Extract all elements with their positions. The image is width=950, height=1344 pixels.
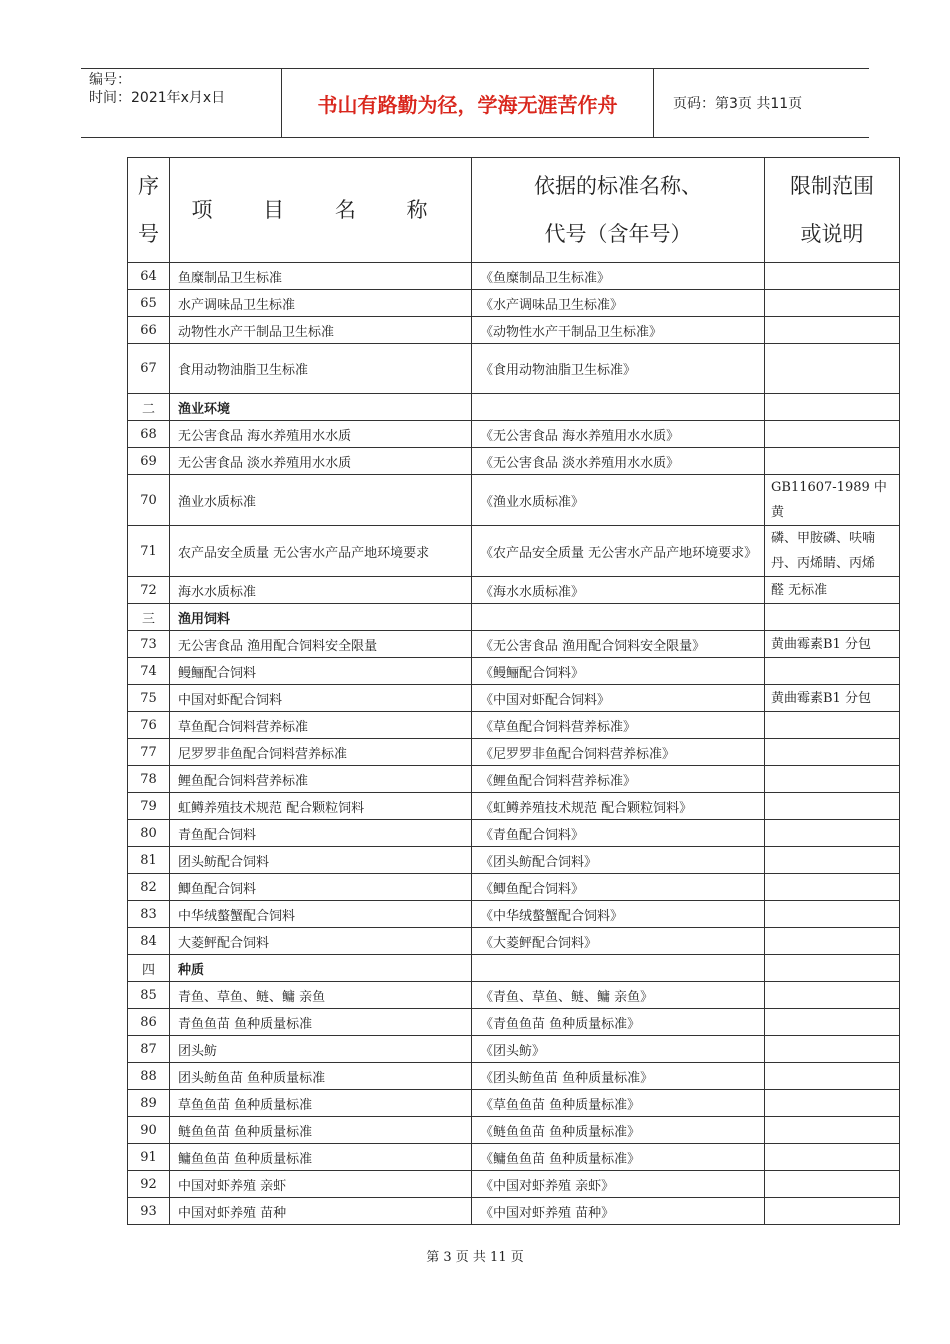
table-row bbox=[128, 421, 900, 448]
cell-standard-basis: 《农产品安全质量 无公害水产品产地环境要求》 bbox=[472, 526, 765, 577]
cell-item-name: 团头鲂鱼苗 鱼种质量标准 bbox=[170, 1063, 472, 1090]
cell-number: 72 bbox=[128, 577, 170, 604]
table-row bbox=[128, 1144, 900, 1171]
standards-table bbox=[127, 157, 900, 1225]
cell-limit-note bbox=[765, 1117, 900, 1144]
cell-limit-note: 磷、甲胺磷、呋喃丹、丙烯睛、丙烯 bbox=[765, 526, 900, 577]
header-seq-text: 序号 bbox=[138, 174, 159, 246]
cell-limit-note: 黄曲霉素B1 分包 bbox=[765, 685, 900, 712]
header-serial: 编号： bbox=[89, 72, 131, 88]
cell-limit-note bbox=[765, 928, 900, 955]
table-row bbox=[128, 712, 900, 739]
cell-number: 64 bbox=[128, 263, 170, 290]
cell-standard-basis: 《中国对虾养殖 苗种》 bbox=[472, 1198, 765, 1225]
cell-number: 73 bbox=[128, 631, 170, 658]
cell-limit-note bbox=[765, 793, 900, 820]
cell-limit-note bbox=[765, 1171, 900, 1198]
cell-limit-note bbox=[765, 766, 900, 793]
cell-standard-basis: 《中国对虾配合饲料》 bbox=[472, 685, 765, 712]
cell-item-name: 中华绒螯蟹配合饲料 bbox=[170, 901, 472, 928]
section-row bbox=[128, 955, 900, 982]
cell-standard-basis bbox=[472, 394, 765, 421]
cell-item-name: 中国对虾养殖 苗种 bbox=[170, 1198, 472, 1225]
cell-limit-note bbox=[765, 1063, 900, 1090]
cell-limit-note: 黄曲霉素B1 分包 bbox=[765, 631, 900, 658]
header-name-text: 项 目 名 称 bbox=[191, 198, 450, 222]
cell-item-name: 大菱鲆配合饲料 bbox=[170, 928, 472, 955]
table-row bbox=[128, 874, 900, 901]
cell-standard-basis: 《鱼糜制品卫生标准》 bbox=[472, 263, 765, 290]
cell-item-name: 中国对虾养殖 亲虾 bbox=[170, 1171, 472, 1198]
cell-number: 74 bbox=[128, 658, 170, 685]
page-footer: 第 3 页 共 11 页 bbox=[426, 1250, 524, 1265]
cell-item-name: 农产品安全质量 无公害水产品产地环境要求 bbox=[170, 526, 472, 577]
cell-item-name: 鳙鱼鱼苗 鱼种质量标准 bbox=[170, 1144, 472, 1171]
table-row bbox=[128, 475, 900, 526]
cell-item-name: 种质 bbox=[170, 955, 472, 982]
cell-limit-note bbox=[765, 421, 900, 448]
cell-standard-basis: 《鲢鱼鱼苗 鱼种质量标准》 bbox=[472, 1117, 765, 1144]
cell-limit-note bbox=[765, 1090, 900, 1117]
cell-standard-basis: 《海水水质标准》 bbox=[472, 577, 765, 604]
cell-limit-note bbox=[765, 317, 900, 344]
cell-standard-basis: 《青鱼、草鱼、鲢、鳙 亲鱼》 bbox=[472, 982, 765, 1009]
table-row bbox=[128, 658, 900, 685]
header-limit-line2: 或说明 bbox=[800, 222, 864, 246]
cell-item-name: 渔用饲料 bbox=[170, 604, 472, 631]
cell-item-name: 鲫鱼配合饲料 bbox=[170, 874, 472, 901]
table-row bbox=[128, 820, 900, 847]
header-time: 时间：2021年x月x日 bbox=[89, 90, 226, 106]
header-page-number bbox=[663, 69, 869, 137]
cell-item-name: 团头鲂配合饲料 bbox=[170, 847, 472, 874]
header-motto: 书山有路勤为径，学海无涯苦作舟 bbox=[282, 69, 654, 137]
cell-standard-basis: 《无公害食品 海水养殖用水水质》 bbox=[472, 421, 765, 448]
cell-item-name: 渔业水质标准 bbox=[170, 475, 472, 526]
cell-standard-basis: 《无公害食品 淡水养殖用水水质》 bbox=[472, 448, 765, 475]
table-row bbox=[128, 1036, 900, 1063]
table-row bbox=[128, 982, 900, 1009]
table-row bbox=[128, 1171, 900, 1198]
table-row bbox=[128, 1117, 900, 1144]
cell-standard-basis bbox=[472, 955, 765, 982]
cell-standard-basis: 《渔业水质标准》 bbox=[472, 475, 765, 526]
header-seq bbox=[128, 158, 170, 263]
cell-number: 67 bbox=[128, 344, 170, 394]
cell-number: 66 bbox=[128, 317, 170, 344]
cell-limit-note bbox=[765, 982, 900, 1009]
table-body bbox=[128, 263, 900, 1225]
cell-standard-basis: 《食用动物油脂卫生标准》 bbox=[472, 344, 765, 394]
cell-limit-note bbox=[765, 1144, 900, 1171]
table-row bbox=[128, 1063, 900, 1090]
cell-number: 69 bbox=[128, 448, 170, 475]
cell-number: 71 bbox=[128, 526, 170, 577]
cell-number: 89 bbox=[128, 1090, 170, 1117]
cell-limit-note bbox=[765, 874, 900, 901]
table-row bbox=[128, 631, 900, 658]
cell-limit-note bbox=[765, 344, 900, 394]
cell-number: 84 bbox=[128, 928, 170, 955]
cell-standard-basis: 《尼罗罗非鱼配合饲料营养标准》 bbox=[472, 739, 765, 766]
header-meta bbox=[81, 69, 282, 137]
cell-item-name: 草鱼鱼苗 鱼种质量标准 bbox=[170, 1090, 472, 1117]
cell-standard-basis bbox=[472, 604, 765, 631]
cell-number: 83 bbox=[128, 901, 170, 928]
cell-item-name: 鲤鱼配合饲料营养标准 bbox=[170, 766, 472, 793]
cell-number: 81 bbox=[128, 847, 170, 874]
cell-limit-note bbox=[765, 658, 900, 685]
cell-number: 三 bbox=[128, 604, 170, 631]
cell-standard-basis: 《青鱼鱼苗 鱼种质量标准》 bbox=[472, 1009, 765, 1036]
cell-standard-basis: 《鲫鱼配合饲料》 bbox=[472, 874, 765, 901]
table-row bbox=[128, 1198, 900, 1225]
cell-standard-basis: 《虹鳟养殖技术规范 配合颗粒饲料》 bbox=[472, 793, 765, 820]
cell-standard-basis: 《鳗鲡配合饲料》 bbox=[472, 658, 765, 685]
table-row bbox=[128, 766, 900, 793]
table-row bbox=[128, 448, 900, 475]
table-row bbox=[128, 344, 900, 394]
cell-standard-basis: 《鳙鱼鱼苗 鱼种质量标准》 bbox=[472, 1144, 765, 1171]
cell-number: 75 bbox=[128, 685, 170, 712]
cell-standard-basis: 《团头鲂》 bbox=[472, 1036, 765, 1063]
cell-item-name: 青鱼、草鱼、鲢、鳙 亲鱼 bbox=[170, 982, 472, 1009]
cell-item-name: 水产调味品卫生标准 bbox=[170, 290, 472, 317]
cell-item-name: 鲢鱼鱼苗 鱼种质量标准 bbox=[170, 1117, 472, 1144]
cell-number: 68 bbox=[128, 421, 170, 448]
page-header bbox=[81, 68, 869, 138]
cell-standard-basis: 《无公害食品 渔用配合饲料安全限量》 bbox=[472, 631, 765, 658]
table-row bbox=[128, 793, 900, 820]
cell-item-name: 草鱼配合饲料营养标准 bbox=[170, 712, 472, 739]
cell-limit-note bbox=[765, 901, 900, 928]
cell-item-name: 无公害食品 海水养殖用水水质 bbox=[170, 421, 472, 448]
table-row bbox=[128, 685, 900, 712]
table-row bbox=[128, 526, 900, 577]
cell-item-name: 青鱼配合饲料 bbox=[170, 820, 472, 847]
cell-limit-note: 醛 无标准 bbox=[765, 577, 900, 604]
cell-item-name: 无公害食品 淡水养殖用水水质 bbox=[170, 448, 472, 475]
table-row bbox=[128, 901, 900, 928]
cell-item-name: 虹鳟养殖技术规范 配合颗粒饲料 bbox=[170, 793, 472, 820]
table-row bbox=[128, 1090, 900, 1117]
header-limit bbox=[765, 158, 900, 263]
cell-item-name: 团头鲂 bbox=[170, 1036, 472, 1063]
cell-item-name: 青鱼鱼苗 鱼种质量标准 bbox=[170, 1009, 472, 1036]
cell-number: 79 bbox=[128, 793, 170, 820]
table-row bbox=[128, 263, 900, 290]
cell-standard-basis: 《团头鲂鱼苗 鱼种质量标准》 bbox=[472, 1063, 765, 1090]
cell-number: 93 bbox=[128, 1198, 170, 1225]
table-row bbox=[128, 928, 900, 955]
cell-number: 77 bbox=[128, 739, 170, 766]
table-row bbox=[128, 290, 900, 317]
cell-number: 91 bbox=[128, 1144, 170, 1171]
cell-limit-note bbox=[765, 604, 900, 631]
cell-limit-note bbox=[765, 712, 900, 739]
header-basis-line2: 代号（含年号） bbox=[544, 222, 692, 246]
cell-limit-note bbox=[765, 1198, 900, 1225]
cell-standard-basis: 《鲤鱼配合饲料营养标准》 bbox=[472, 766, 765, 793]
table-row bbox=[128, 739, 900, 766]
table-header-row bbox=[128, 158, 900, 263]
cell-item-name: 动物性水产干制品卫生标准 bbox=[170, 317, 472, 344]
cell-number: 87 bbox=[128, 1036, 170, 1063]
cell-standard-basis: 《大菱鲆配合饲料》 bbox=[472, 928, 765, 955]
header-basis-line1: 依据的标准名称、 bbox=[534, 174, 702, 198]
table-row bbox=[128, 847, 900, 874]
cell-limit-note bbox=[765, 955, 900, 982]
header-limit-line1: 限制范围 bbox=[790, 174, 874, 198]
cell-number: 70 bbox=[128, 475, 170, 526]
cell-limit-note: GB11607-1989 中黄 bbox=[765, 475, 900, 526]
cell-number: 四 bbox=[128, 955, 170, 982]
cell-item-name: 鳗鲡配合饲料 bbox=[170, 658, 472, 685]
cell-limit-note bbox=[765, 1009, 900, 1036]
cell-number: 二 bbox=[128, 394, 170, 421]
section-row bbox=[128, 604, 900, 631]
header-name bbox=[170, 158, 472, 263]
cell-standard-basis: 《中国对虾养殖 亲虾》 bbox=[472, 1171, 765, 1198]
header-basis bbox=[472, 158, 765, 263]
cell-number: 88 bbox=[128, 1063, 170, 1090]
cell-item-name: 尼罗罗非鱼配合饲料营养标准 bbox=[170, 739, 472, 766]
cell-number: 76 bbox=[128, 712, 170, 739]
cell-standard-basis: 《水产调味品卫生标准》 bbox=[472, 290, 765, 317]
cell-standard-basis: 《团头鲂配合饲料》 bbox=[472, 847, 765, 874]
cell-item-name: 鱼糜制品卫生标准 bbox=[170, 263, 472, 290]
cell-item-name: 渔业环境 bbox=[170, 394, 472, 421]
cell-standard-basis: 《草鱼鱼苗 鱼种质量标准》 bbox=[472, 1090, 765, 1117]
cell-item-name: 食用动物油脂卫生标准 bbox=[170, 344, 472, 394]
cell-number: 80 bbox=[128, 820, 170, 847]
table-row bbox=[128, 577, 900, 604]
table-row bbox=[128, 317, 900, 344]
header-page-text: 页码：第3页 共11页 bbox=[673, 96, 803, 112]
table-row bbox=[128, 1009, 900, 1036]
cell-number: 82 bbox=[128, 874, 170, 901]
cell-limit-note bbox=[765, 1036, 900, 1063]
cell-number: 92 bbox=[128, 1171, 170, 1198]
cell-item-name: 无公害食品 渔用配合饲料安全限量 bbox=[170, 631, 472, 658]
cell-number: 85 bbox=[128, 982, 170, 1009]
cell-limit-note bbox=[765, 290, 900, 317]
cell-standard-basis: 《动物性水产干制品卫生标准》 bbox=[472, 317, 765, 344]
cell-number: 78 bbox=[128, 766, 170, 793]
cell-limit-note bbox=[765, 263, 900, 290]
cell-limit-note bbox=[765, 739, 900, 766]
cell-limit-note bbox=[765, 820, 900, 847]
cell-limit-note bbox=[765, 394, 900, 421]
cell-number: 86 bbox=[128, 1009, 170, 1036]
cell-limit-note bbox=[765, 847, 900, 874]
cell-number: 90 bbox=[128, 1117, 170, 1144]
section-row bbox=[128, 394, 900, 421]
cell-item-name: 海水水质标准 bbox=[170, 577, 472, 604]
cell-standard-basis: 《中华绒螯蟹配合饲料》 bbox=[472, 901, 765, 928]
cell-standard-basis: 《草鱼配合饲料营养标准》 bbox=[472, 712, 765, 739]
cell-standard-basis: 《青鱼配合饲料》 bbox=[472, 820, 765, 847]
cell-limit-note bbox=[765, 448, 900, 475]
cell-item-name: 中国对虾配合饲料 bbox=[170, 685, 472, 712]
cell-number: 65 bbox=[128, 290, 170, 317]
